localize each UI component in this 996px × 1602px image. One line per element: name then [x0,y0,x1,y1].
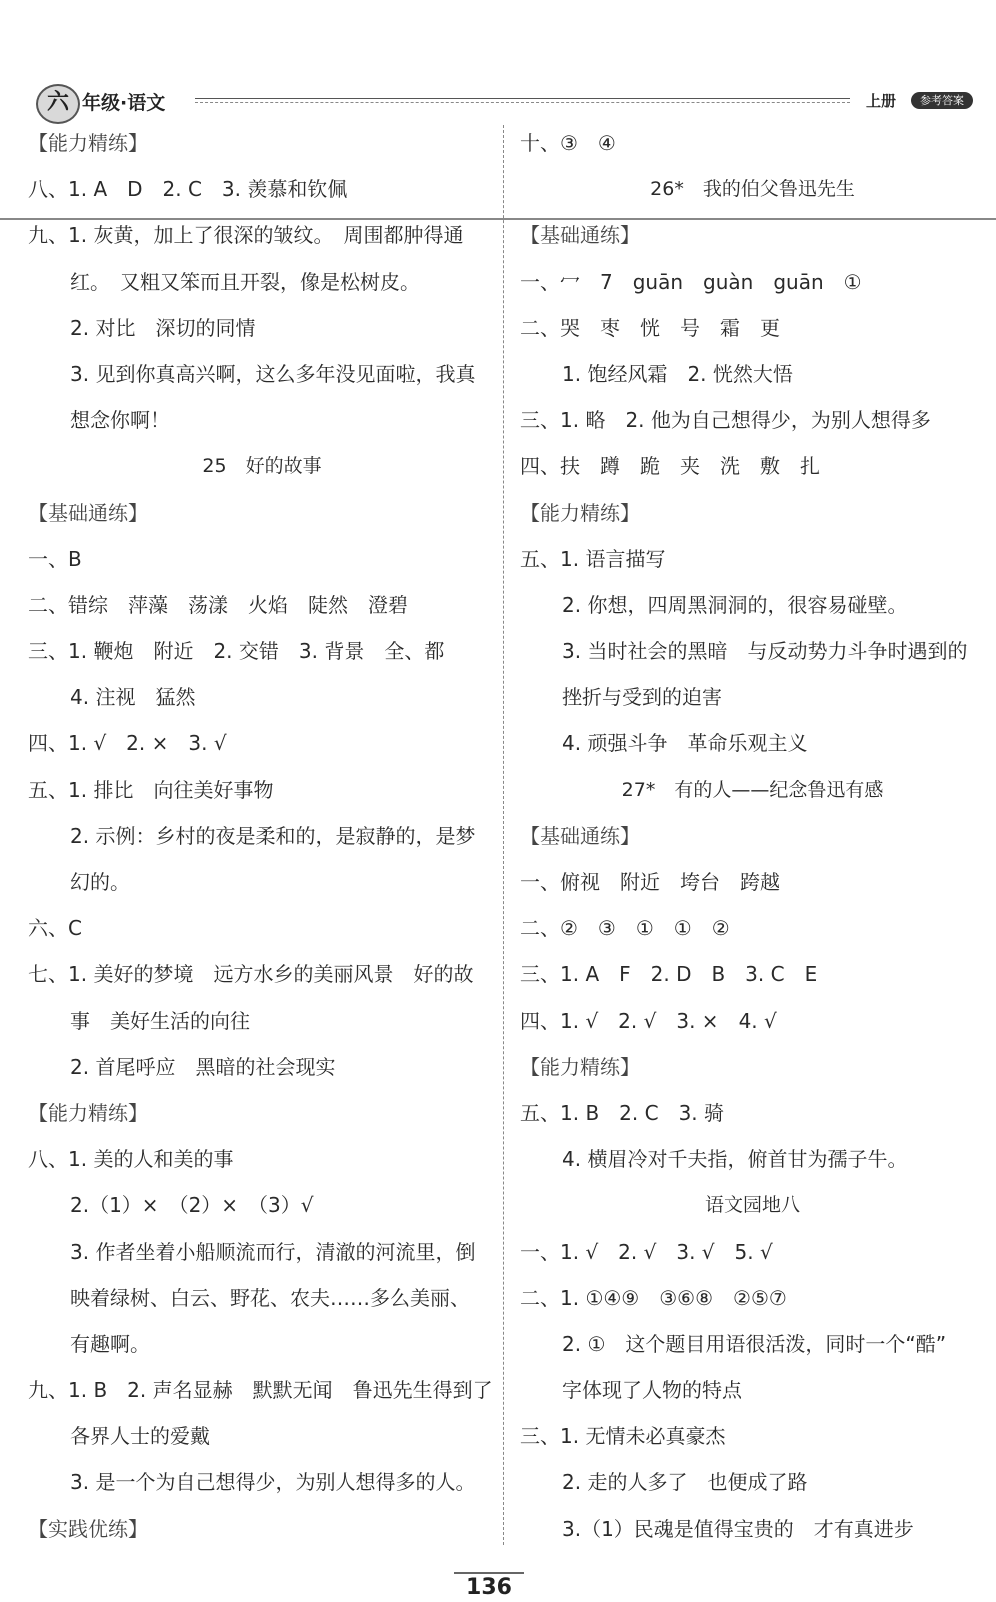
book-title: 年级·语文 [82,92,166,114]
section-heading: 【实践优练】 [28,1516,148,1541]
lesson-title: 27* 有的人——纪念鲁迅有感 [621,778,884,801]
answer-line: 三、1. 鞭炮 附近 2. 交错 3. 背景 全、都 [28,639,445,664]
answer-line: 一、俯视 附近 垮台 跨越 [520,870,780,894]
answer-line: 1. 饱经风霜 2. 恍然大悟 [562,361,793,386]
answer-line: 六、C [28,916,82,941]
answer-line: 九、1. B 2. 声名显赫 默默无闻 鲁迅先生得到了 [28,1378,493,1403]
answer-line: 四、1. √ 2. √ 3. × 4. √ [520,1008,777,1033]
answer-line: 五、1. 语言描写 [520,546,666,571]
section-heading: 【能力精练】 [28,1100,148,1125]
answer-line: 七、1. 美好的梦境 远方水乡的美丽风景 好的故 [28,962,474,987]
answer-line: 三、1. 略 2. 他为自己想得少，为别人想得多 [520,408,931,433]
answer-line: 4. 横眉冷对千夫指，俯首甘为孺子牛。 [562,1147,908,1172]
answer-line: 2. ① 这个题目用语很活泼，同时一个“酷” [562,1331,947,1356]
answer-line: 4. 顽强斗争 革命乐观主义 [562,731,808,756]
section-heading: 【基础通练】 [520,223,640,248]
answer-line: 八、1. A D 2. C 3. 羡慕和钦佩 [28,177,348,202]
answer-line: 九、1. 灰黄，加上了很深的皱纹。 周围都肿得通 [28,223,464,248]
answer-line: 二、② ③ ① ① ② [520,916,730,941]
answer-line: 2.（1）× （2）× （3）√ [70,1193,314,1218]
lesson-title: 语文园地八 [704,1194,800,1217]
answer-line: 2. 示例：乡村的夜是柔和的，是寂静的，是梦 [70,823,476,848]
section-heading: 【能力精练】 [520,500,640,525]
answer-line: 3. 见到你真高兴啊，这么多年没见面啦，我真 [70,361,476,386]
grade-badge: 六 [36,84,80,124]
answer-line: 4. 注视 猛然 [70,685,196,710]
answer-line: 事 美好生活的向往 [70,1008,250,1033]
header-rule [195,98,850,99]
answer-line: 2. 对比 深切的同情 [70,315,256,340]
answer-line: 红。 又粗又笨而且开裂，像是松树皮。 [70,269,420,294]
right-column [520,120,985,1552]
volume-label: 上册 [866,92,897,110]
answer-line: 三、1. A F 2. D B 3. C E [520,962,818,987]
answer-line: 2. 首尾呼应 黑暗的社会现实 [70,1054,336,1079]
answer-line: 八、1. 美的人和美的事 [28,1147,234,1172]
answer-line: 有趣啊。 [70,1331,150,1356]
answer-line: 一、1. √ 2. √ 3. √ 5. √ [520,1239,773,1264]
section-heading: 【能力精练】 [28,131,148,155]
answer-line: 三、1. 无情未必真豪杰 [520,1424,726,1449]
page-number: 136 [454,1572,524,1602]
answer-line: 想念你啊！ [70,408,170,433]
answer-line: 3. 是一个为自己想得少，为别人想得多的人。 [70,1470,476,1495]
answer-line: 十、③ ④ [520,131,616,155]
answer-line: 3. 作者坐着小船顺流而行，清澈的河流里，倒 [70,1239,476,1264]
answer-line: 2. 你想，四周黑洞洞的，很容易碰壁。 [562,592,908,617]
answer-line: 五、1. B 2. C 3. 骑 [520,1100,725,1125]
answer-line: 字体现了人物的特点 [562,1378,742,1403]
answer-line: 2. 走的人多了 也便成了路 [562,1470,808,1495]
left-column [28,120,496,1552]
answer-key-tag: 参考答案 [911,92,973,109]
column-divider [503,125,504,1545]
answer-line: 四、1. √ 2. × 3. √ [28,731,227,756]
section-heading: 【基础通练】 [520,823,640,848]
answer-line: 四、扶 蹲 跪 夹 洗 敷 扎 [520,454,820,479]
answer-line: 幻的。 [70,870,130,894]
answer-line: 二、哭 枣 恍 号 霜 更 [520,315,780,340]
answer-line: 一、B [28,546,82,571]
answer-line: 3. 当时社会的黑暗 与反动势力斗争时遇到的 [562,639,968,664]
lesson-title: 25 好的故事 [202,455,322,478]
answer-line: 二、错综 萍藻 荡漾 火焰 陡然 澄碧 [28,592,408,617]
page-header [0,0,996,120]
answer-line: 一、冖 7 guān guàn guān ① [520,269,862,294]
section-heading: 【能力精练】 [520,1054,640,1079]
lesson-title: 26* 我的伯父鲁迅先生 [650,178,855,201]
header-rule-dashed [195,102,850,103]
answer-line: 挫折与受到的迫害 [562,685,722,710]
answer-line: 二、1. ①④⑨ ③⑥⑧ ②⑤⑦ [520,1285,787,1310]
answer-line: 3.（1）民魂是值得宝贵的 才有真进步 [562,1516,914,1541]
answer-line: 五、1. 排比 向往美好事物 [28,777,274,802]
answer-line: 各界人士的爱戴 [70,1424,210,1449]
answer-line: 映着绿树、白云、野花、农夫……多么美丽、 [70,1285,470,1310]
section-heading: 【基础通练】 [28,500,148,525]
